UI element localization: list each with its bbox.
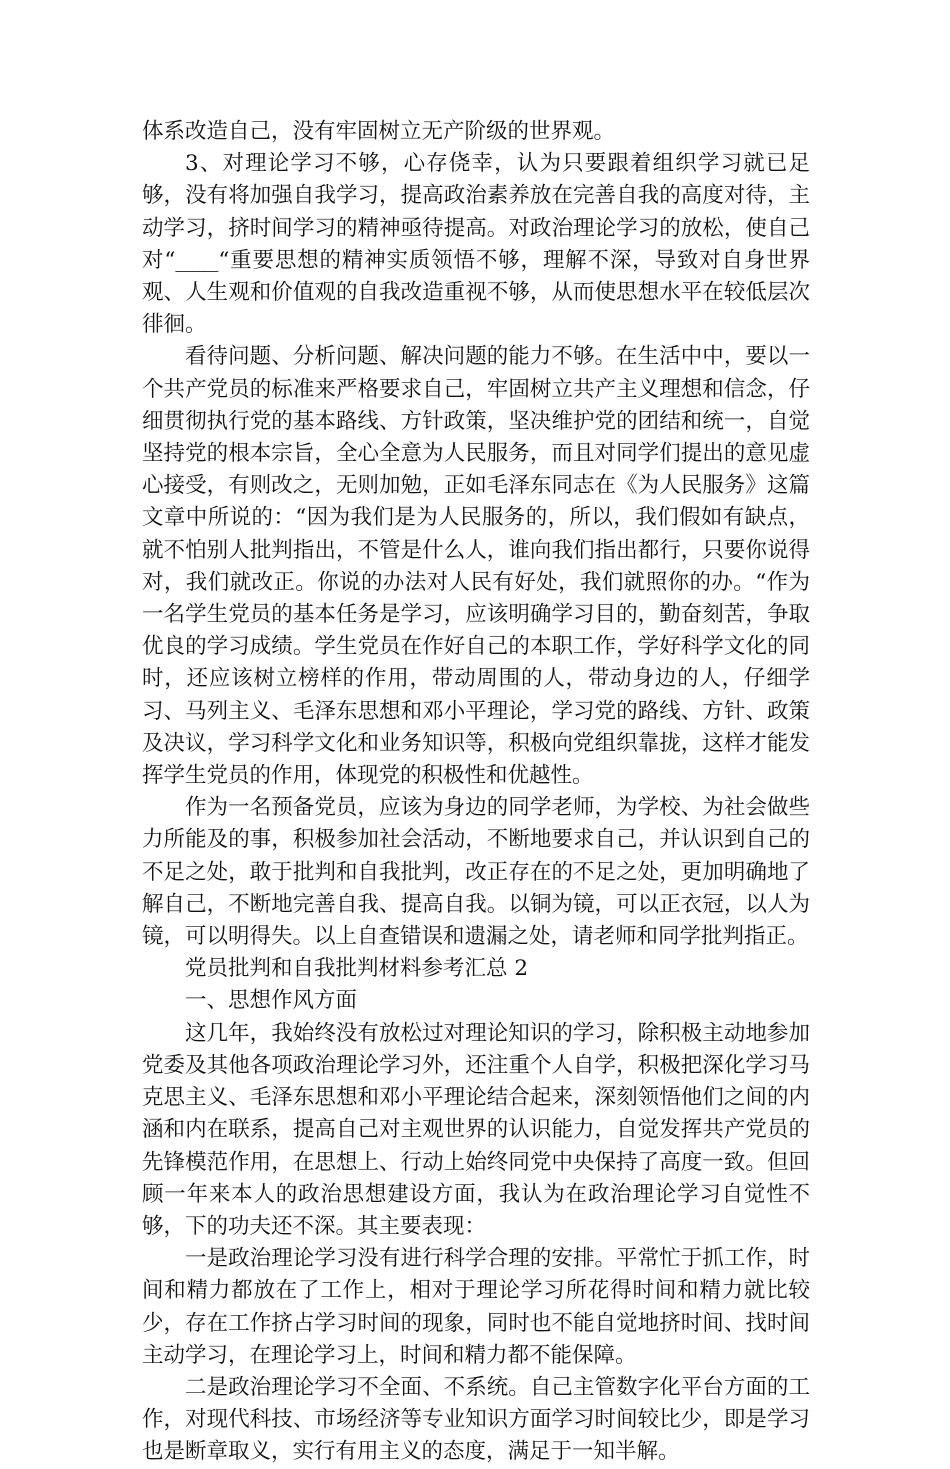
paragraph: 体系改造自己，没有牢固树立无产阶级的世界观。 [142, 119, 616, 144]
section-heading: 一、思想作风方面 [185, 988, 358, 1014]
paragraph: 作为一名预备党员，应该为身边的同学老师，为学校、为社会做些力所能及的事，积极参加社会活动，不断地要求自己，并认识到自己的不足之处，敢于批判和自我批判，改正存在的不足之处，更加明确地了解自己，不断地完善自我、提高自我。以铜为镜，可以正衣冠，以人为镜，可以明得失。以上自查错误和遗漏之处，请老师和同学批判指正。 [142, 795, 810, 950]
paragraph: 一是政治理论学习没有进行科学合理的安排。平常忙于抓工作，时间和精力都放在了工作上，相对于理论学习所花得时间和精力就比较少，存在工作挤占学习时间的现象，同时也不能自觉地挤时间、找时间主动学习，在理论学习上，时间和精力都不能保障。 [142, 1246, 810, 1368]
paragraph: 二是政治理论学习不全面、不系统。自己主管数字化平台方面的工作，对现代科技、市场经济等专业知识方面学习时间较比少，即是学习也是断章取义，实行有用主义的态度，满足于一知半解。 [142, 1374, 810, 1465]
section-heading: 党员批判和自我批判材料参考汇总 2 [185, 956, 529, 982]
paragraph: 看待问题、分析问题、解决问题的能力不够。在生活中中，要以一个共产党员的标准来严格要求自己，牢固树立共产主义理想和信念，仔细贯彻执行党的基本路线、方针政策，坚决维护党的团结和统一，自觉坚持党的根本宗旨，全心全意为人民服务，而且对同学们提出的意见虚心接受，有则改之，无则加勉，正如毛泽东同志在《为人民服务》这篇文章中所说的：“因为我们是为人民服务的，所以，我们假如有缺点，就不怕别人批判指出，不管是什么人，谁向我们指出都行，只要你说得对，我们就改正。你说的办法对人民有好处，我们就照你的办。“作为一名学生党员的基本任务是学习，应该明确学习目的，勤奋刻苦，争取优良的学习成绩。学生党员在作好自己的本职工作，学好科学文化的同时，还应该树立榜样的作用，带动周围的人，带动身边的人，仔细学习、马列主义、毛泽东思想和邓小平理论，学习党的路线、方针、政策及决议，学习科学文化和业务知识等，积极向党组织靠拢，这样才能发挥学生党员的作用，体现党的积极性和优越性。 [142, 344, 810, 789]
document-body [142, 116, 810, 1469]
paragraph: 这几年，我始终没有放松过对理论知识的学习，除积极主动地参加党委及其他各项政治理论学习外，还注重个人自学，积极把深化学习马克思主义、毛泽东思想和邓小平理论结合起来，深刻领悟他们之间的内涵和内在联系，提高自己对主观世界的认识能力，自觉发挥共产党员的先锋模范作用，在思想上、行动上始终同党中央保持了高度一致。但回顾一年来本人的政治思想建设方面，我认为在政治理论学习自觉性不够，下的功夫还不深。其主要表现： [142, 1020, 810, 1239]
paragraph: 3、对理论学习不够，心存侥幸，认为只要跟着组织学习就已足够，没有将加强自我学习，提高政治素养放在完善自我的高度对待，主动学习，挤时间学习的精神亟待提高。对政治理论学习的放松，使自己对“____“重要思想的精神实质领悟不够，理解不深，导致对自身世界观、人生观和价值观的自我改造重视不够，从而使思想水平在较低层次徘徊。 [142, 151, 810, 338]
